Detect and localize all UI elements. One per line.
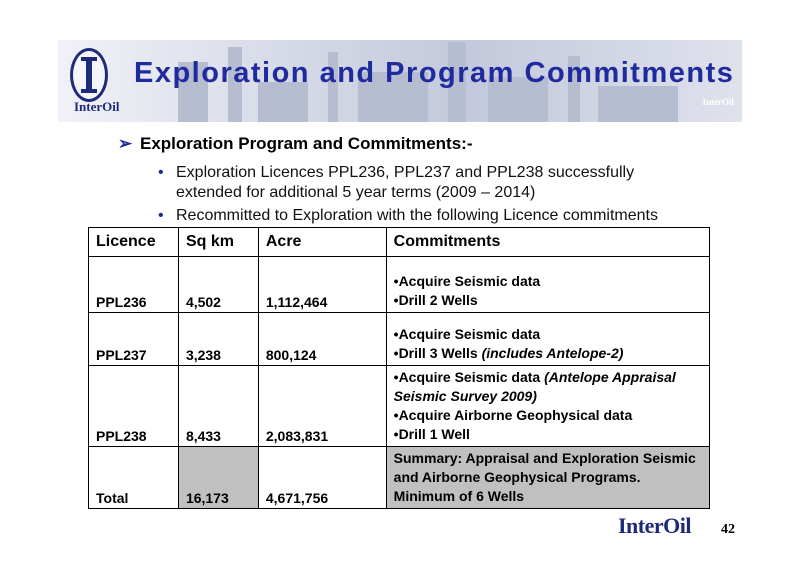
commitment-line: •Acquire Airborne Geophysical data (393, 407, 633, 423)
bullet-dot-icon: • (158, 207, 164, 224)
commitment-text: •Drill 3 Wells (393, 345, 482, 361)
interoil-logo-icon (70, 48, 108, 102)
table-total-row (89, 447, 710, 509)
col-header-licence: Licence (89, 228, 179, 257)
cell-commitments (386, 366, 709, 447)
cell-total-sqkm: 16,173 (178, 447, 258, 509)
page-number: 42 (721, 522, 735, 537)
section-heading (118, 134, 472, 154)
cell-acre: 800,124 (258, 313, 386, 366)
bullet-item (158, 163, 678, 203)
col-header-acre: Acre (258, 228, 386, 257)
commitment-line: •Acquire Seismic data (393, 326, 541, 342)
commitment-line (394, 344, 702, 363)
cell-acre: 1,112,464 (258, 257, 386, 313)
cell-commitments (386, 257, 709, 313)
cell-sqkm: 3,238 (178, 313, 258, 366)
cell-sqkm: 4,502 (178, 257, 258, 313)
bullet-item (158, 206, 718, 226)
col-header-commitments: Commitments (386, 228, 709, 257)
cell-licence: PPL238 (89, 366, 179, 447)
section-heading-text: Exploration Program and Commitments:- (140, 134, 473, 153)
summary-text: Summary: Appraisal and Exploration Seismic and Airborne Geophysical Programs. Minimum of 6 Wells (393, 450, 696, 504)
commitments-table (88, 227, 710, 509)
cell-licence: PPL236 (89, 257, 179, 313)
bullet-text: Exploration Licences PPL236, PPL237 and PPL238 successfully extended for additional 5 year terms (2009 – 2014) (176, 164, 635, 201)
commitment-text: •Acquire Seismic data (393, 369, 545, 385)
logo-wordmark: InterOil (74, 99, 120, 114)
commitment-note: (Antelope Appraisal Seismic Survey 2009) (393, 369, 676, 404)
cell-sqkm: 8,433 (178, 366, 258, 447)
commitment-line: •Drill 1 Well (393, 426, 470, 442)
arrow-bullet-icon: ➢ (118, 134, 133, 153)
cell-commitments (386, 313, 709, 366)
footer-logo: InterOil (618, 513, 691, 538)
table-row (89, 366, 710, 447)
cell-acre: 2,083,831 (258, 366, 386, 447)
cell-licence: PPL237 (89, 313, 179, 366)
commitment-line (394, 368, 702, 406)
commitment-line: •Drill 2 Wells (393, 292, 478, 308)
table-row (89, 313, 710, 366)
banner-logo-small: InterOil (702, 97, 734, 107)
slide-title: Exploration and Program Commitments (134, 57, 735, 89)
cell-total-summary (386, 447, 709, 509)
commitment-note: (includes Antelope-2) (481, 345, 624, 361)
commitment-line: •Acquire Seismic data (393, 273, 541, 289)
bullet-dot-icon: • (158, 164, 164, 181)
cell-total-acre: 4,671,756 (258, 447, 386, 509)
table-row (89, 257, 710, 313)
cell-total-label: Total (89, 447, 179, 509)
col-header-sqkm: Sq km (178, 228, 258, 257)
table-header-row (89, 228, 710, 257)
bullet-text: Recommitted to Exploration with the following Licence commitments (176, 207, 658, 224)
